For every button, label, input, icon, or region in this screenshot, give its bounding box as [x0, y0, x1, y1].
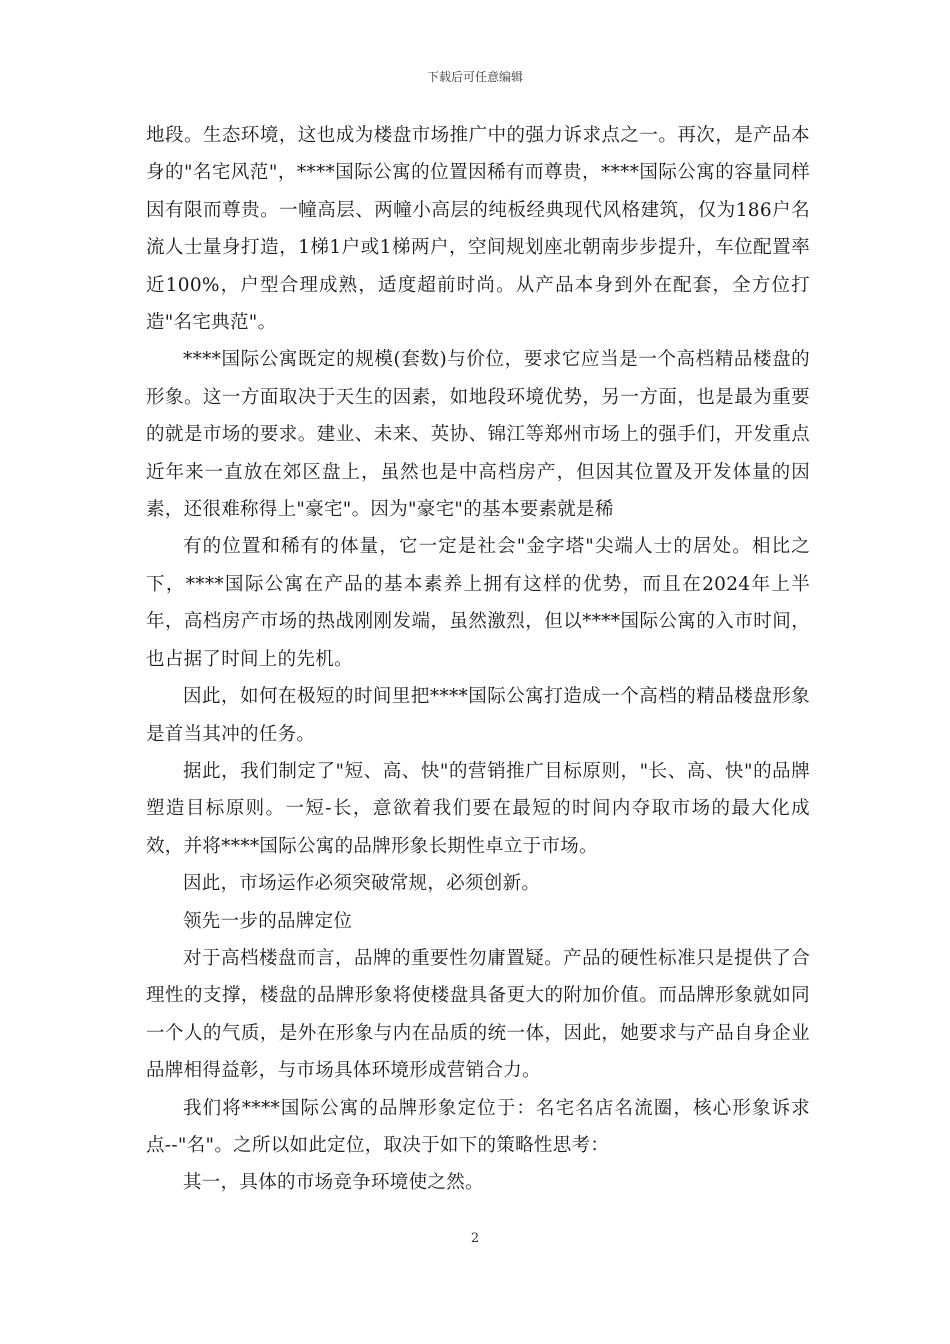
- page-header: 下载后可任意编辑: [426, 70, 523, 84]
- section-heading: 领先一步的品牌定位: [183, 910, 353, 932]
- paragraph-8: 我们将****国际公寓的品牌形象定位于：名宅名店名流圈，核心形象诉求点--"名"。之所以如此定位，取决于如下的策略性思考：: [146, 1097, 810, 1156]
- paragraph-9: 其一，具体的市场竞争环境使之然。: [183, 1172, 484, 1194]
- paragraph-2: ****国际公寓既定的规模(套数)与价位，要求它应当是一个高档精品楼盘的形象。这一方面取决于天生的因素，如地段环境优势，另一方面，也是最为重要的就是市场的要求。建业、未来、英协、锦江等郑州市场上的强手们，开发重点近年来一直放在郊区盘上，虽然也是中高档房产，但因其位置及开发体量的因素，还很难称得上"豪宅"。因为"豪宅"的基本要素就是稀: [146, 349, 810, 521]
- paragraph-3: 有的位置和稀有的体量，它一定是社会"金字塔"尖端人士的居处。相比之下，****国际公寓在产品的基本素养上拥有这样的优势，而且在2024年上半年，高档房产市场的热战刚刚发端，虽然激烈，但以****国际公寓的入市时间，也占据了时间上的先机。: [146, 536, 810, 670]
- paragraph-5: 据此，我们制定了"短、高、快"的营销推广目标原则，"长、高、快"的品牌塑造目标原则。一短-长，意欲着我们要在最短的时间内夺取市场的最大化成效，并将****国际公寓的品牌形象长期性卓立于市场。: [146, 760, 810, 857]
- document-body: [146, 117, 810, 1202]
- paragraph-4: 因此，如何在极短的时间里把****国际公寓打造成一个高档的精品楼盘形象是首当其冲的任务。: [146, 686, 810, 745]
- paragraph-7: 对于高档楼盘而言，品牌的重要性勿庸置疑。产品的硬性标准只是提供了合理性的支撑，楼盘的品牌形象将使楼盘具备更大的附加价值。而品牌形象就如同一个人的气质，是外在形象与内在品质的统一体，因此，她要求与产品自身企业品牌相得益彰，与市场具体环境形成营销合力。: [146, 947, 810, 1082]
- page-number: 2: [470, 1231, 480, 1246]
- paragraph-1: 地段。生态环境，这也成为楼盘市场推广中的强力诉求点之一。再次，是产品本身的"名宅风范"，****国际公寓的位置因稀有而尊贵，****国际公寓的容量同样因有限而尊贵。一幢高层、两幢小高层的纯板经典现代风格建筑，仅为186户名流人士量身打造，1梯1户或1梯两户，空间规划座北朝南步步提升，车位配置率近100%，户型合理成熟，适度超前时尚。从产品本身到外在配套，全方位打造"名宅典范"。: [146, 125, 810, 334]
- paragraph-6: 因此，市场运作必须突破常规，必须创新。: [183, 873, 541, 895]
